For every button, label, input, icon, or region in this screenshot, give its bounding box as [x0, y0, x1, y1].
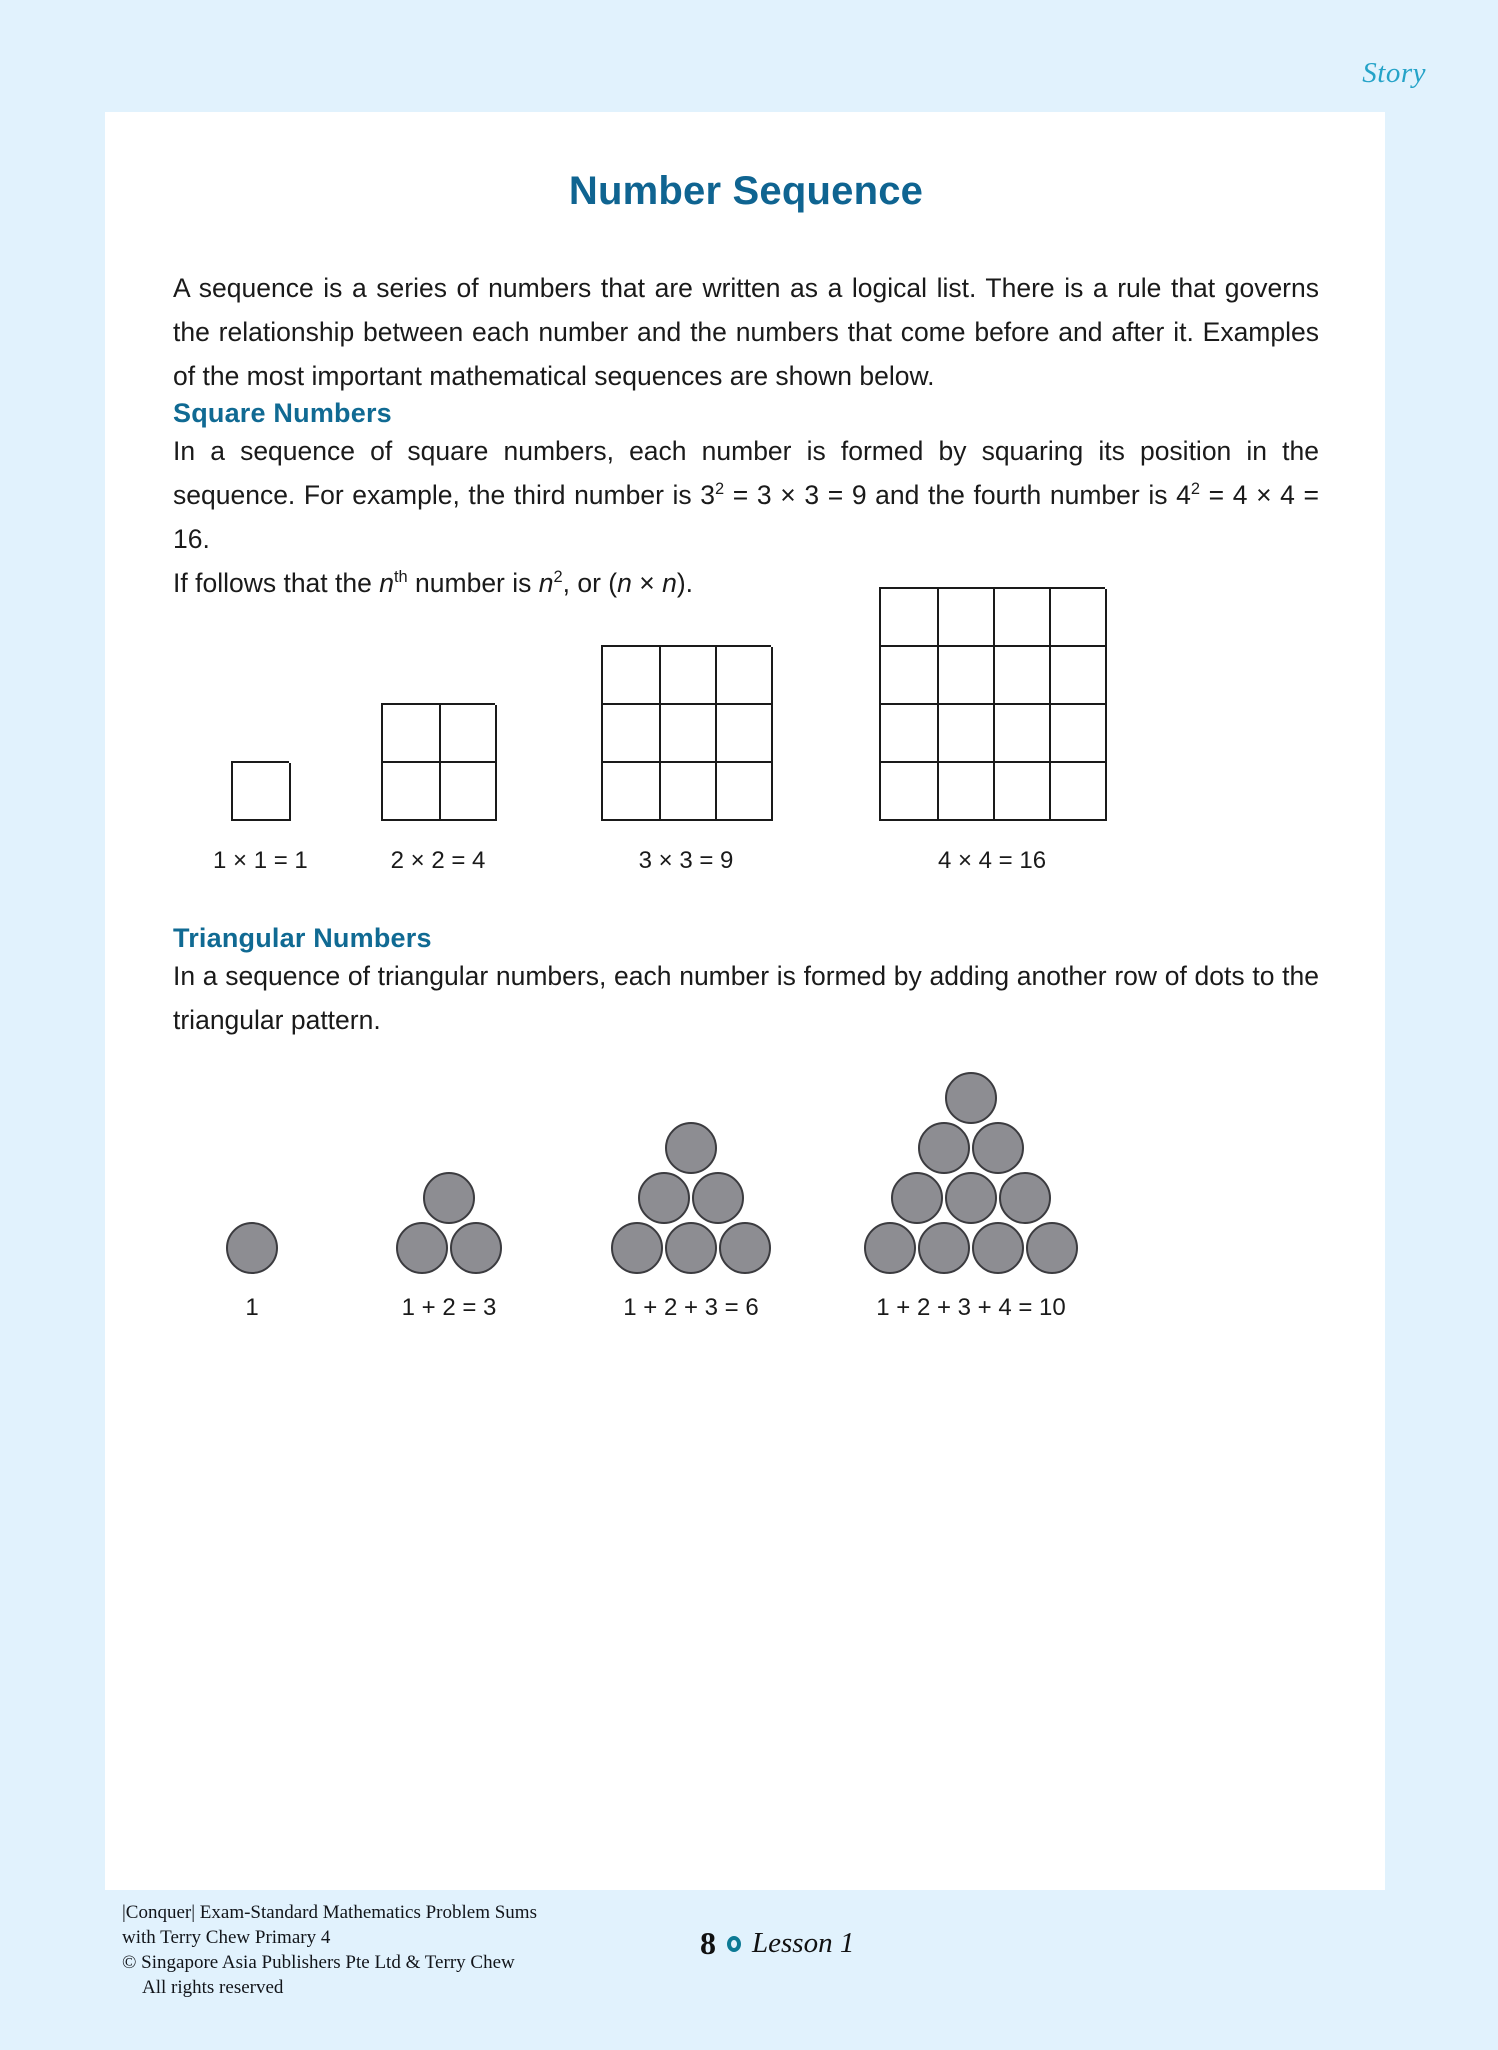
- square-cell: [937, 589, 995, 647]
- triangle-figure-4: [863, 1074, 1079, 1322]
- square-figure-2: [381, 703, 495, 875]
- square-cell: [993, 647, 1051, 705]
- triangle-figure-caption: 1: [245, 1294, 259, 1321]
- square-cell: [603, 705, 661, 763]
- dot-row: [664, 1122, 718, 1174]
- dot-stack: [225, 1224, 279, 1274]
- dot-icon: [918, 1122, 970, 1174]
- square-cell: [715, 647, 773, 705]
- triangle-figure-2: [395, 1174, 503, 1322]
- dot-icon: [450, 1222, 502, 1274]
- square-cell: [659, 647, 717, 705]
- dot-icon: [864, 1222, 916, 1274]
- dot-icon: [972, 1122, 1024, 1174]
- square-cell: [659, 705, 717, 763]
- footer-page-info: [700, 1925, 854, 1962]
- lesson-label: Lesson 1: [752, 1927, 855, 1959]
- footer-credits: [122, 1900, 537, 2000]
- dot-icon: [918, 1222, 970, 1274]
- dot-row: [863, 1222, 1079, 1274]
- square-cell: [881, 589, 939, 647]
- credit-line-3: © Singapore Asia Publishers Pte Ltd & Terry Chew: [122, 1952, 515, 1973]
- triangle-figure-1: [225, 1224, 279, 1322]
- square-cell: [603, 763, 661, 821]
- square-p2-part3: , or (: [562, 568, 618, 598]
- dot-icon: [611, 1222, 663, 1274]
- square-p2-part5: ).: [676, 568, 694, 598]
- square-grid: [381, 703, 495, 821]
- square-cell: [881, 705, 939, 763]
- dot-row: [610, 1222, 772, 1274]
- square-cell: [881, 647, 939, 705]
- section-heading-triangular-numbers: Triangular Numbers: [173, 923, 432, 953]
- credit-line-1: |Conquer| Exam-Standard Mathematics Problem Sums: [122, 1902, 537, 1923]
- dot-icon: [638, 1172, 690, 1224]
- square-paragraph-2: [173, 561, 1319, 605]
- square-cell: [937, 763, 995, 821]
- dot-row: [225, 1222, 279, 1274]
- triangle-figure-caption: 1 + 2 + 3 + 4 = 10: [876, 1294, 1066, 1321]
- square-grid: [231, 761, 289, 821]
- credit-line-4: All rights reserved: [142, 1977, 284, 1998]
- square-p2-var2: n: [538, 568, 554, 598]
- square-cell: [439, 763, 497, 821]
- dot-stack: [863, 1074, 1079, 1274]
- dot-icon: [226, 1222, 278, 1274]
- square-paragraph-1: [173, 429, 1319, 561]
- square-cell: [233, 763, 291, 821]
- square-cell: [937, 705, 995, 763]
- dot-row: [917, 1122, 1025, 1174]
- square-grid: [601, 645, 771, 821]
- dot-row: [890, 1172, 1052, 1224]
- dot-icon: [945, 1172, 997, 1224]
- dot-row: [637, 1172, 745, 1224]
- dot-stack: [610, 1124, 772, 1274]
- square-figure-1: [213, 761, 308, 875]
- square-p1-part1: In a sequence of square numbers, each number is formed by squaring its position in the sequence. For example, the third number is 3: [173, 436, 1319, 510]
- square-figures-row: [173, 633, 1319, 923]
- triangular-paragraph-1: In a sequence of triangular numbers, each number is formed by adding another row of dots to the triangular pattern.: [173, 961, 1319, 1035]
- triangular-figures-row: [173, 1072, 1319, 1322]
- square-p2-var3: n: [617, 568, 632, 598]
- dot-stack: [395, 1174, 503, 1274]
- square-figure-4: [879, 587, 1105, 875]
- ring-marker-icon: [727, 1936, 741, 1952]
- page-title: Number Sequence: [568, 169, 924, 213]
- square-cell: [715, 763, 773, 821]
- square-p1-part3: = 4 × 4 = 16.: [173, 480, 1319, 554]
- triangle-figure-caption: 1 + 2 + 3 = 6: [623, 1294, 759, 1321]
- dot-icon: [423, 1172, 475, 1224]
- square-p1-sup2: 2: [1190, 480, 1200, 499]
- square-figure-3: [601, 645, 771, 875]
- square-p2-part2: number is: [407, 568, 539, 598]
- square-cell: [1049, 647, 1107, 705]
- dot-icon: [692, 1172, 744, 1224]
- square-p2-sup1: th: [393, 568, 408, 587]
- dot-row: [944, 1072, 998, 1124]
- square-cell: [993, 763, 1051, 821]
- square-cell: [383, 763, 441, 821]
- page-panel: [105, 112, 1385, 1890]
- square-p1-sup1: 2: [715, 480, 725, 499]
- dot-icon: [719, 1222, 771, 1274]
- triangle-figure-caption: 1 + 2 = 3: [401, 1294, 497, 1321]
- square-cell: [659, 763, 717, 821]
- square-p2-var1: n: [379, 568, 394, 598]
- square-cell: [715, 705, 773, 763]
- square-cell: [881, 763, 939, 821]
- square-p1-part2: = 3 × 3 = 9 and the fourth number is 4: [724, 480, 1191, 510]
- credit-line-2: with Terry Chew Primary 4: [122, 1927, 331, 1948]
- dot-row: [395, 1222, 503, 1274]
- dot-icon: [891, 1172, 943, 1224]
- square-figure-caption: 3 × 3 = 9: [638, 847, 734, 874]
- square-figure-caption: 4 × 4 = 16: [937, 847, 1047, 874]
- square-p2-part4: ×: [631, 568, 663, 598]
- square-cell: [439, 705, 497, 763]
- square-p2-sup2: 2: [553, 568, 563, 587]
- section-heading-square-numbers: Square Numbers: [173, 398, 392, 428]
- dot-icon: [945, 1072, 997, 1124]
- dot-icon: [1026, 1222, 1078, 1274]
- square-cell: [993, 589, 1051, 647]
- intro-paragraph: A sequence is a series of numbers that are written as a logical list. There is a rule that governs the relationship between each number and the numbers that come before and after it. Examples of the most important mathematical sequences are shown below.: [173, 273, 1319, 391]
- dot-icon: [972, 1222, 1024, 1274]
- square-p2-var4: n: [662, 568, 677, 598]
- square-grid: [879, 587, 1105, 821]
- page-number: 8: [700, 1925, 716, 1961]
- square-p2-part1: If follows that the: [173, 568, 380, 598]
- dot-icon: [665, 1122, 717, 1174]
- page-footer: [0, 1900, 1498, 2050]
- square-cell: [937, 647, 995, 705]
- square-cell: [383, 705, 441, 763]
- dot-row: [422, 1172, 476, 1224]
- dot-icon: [665, 1222, 717, 1274]
- square-cell: [603, 647, 661, 705]
- story-tab-label: Story: [1362, 57, 1426, 89]
- dot-icon: [999, 1172, 1051, 1224]
- square-cell: [993, 705, 1051, 763]
- square-cell: [1049, 705, 1107, 763]
- square-figure-caption: 1 × 1 = 1: [213, 847, 308, 874]
- triangle-figure-3: [610, 1124, 772, 1322]
- square-figure-caption: 2 × 2 = 4: [390, 847, 486, 874]
- dot-icon: [396, 1222, 448, 1274]
- square-cell: [1049, 589, 1107, 647]
- page-content: [173, 112, 1319, 1322]
- square-cell: [1049, 763, 1107, 821]
